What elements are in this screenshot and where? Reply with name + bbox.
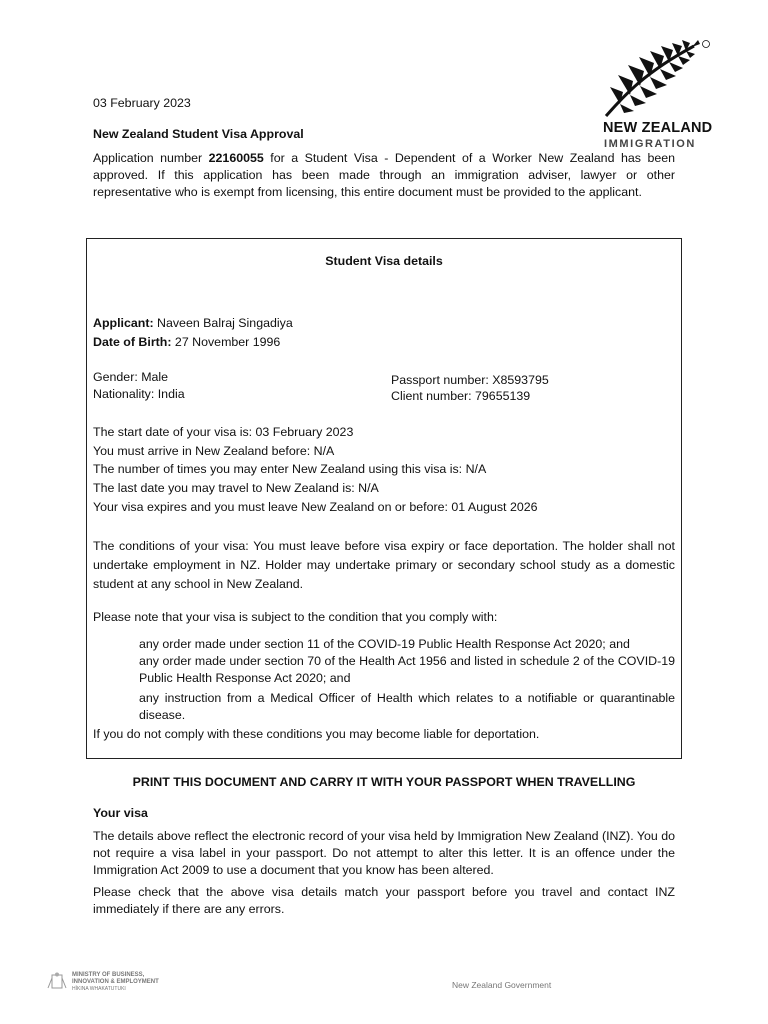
expiry: Your visa expires and you must leave New Zealand on or before: 01 August 2026 bbox=[93, 500, 538, 514]
application-number: 22160055 bbox=[208, 151, 264, 165]
brand-name: NEW ZEALAND bbox=[603, 120, 713, 136]
last-travel: The last date you may travel to New Zealand is: N/A bbox=[93, 481, 379, 495]
condition-2: any order made under section 70 of the Health Act 1956 and listed in schedule 2 of the COVID-19 Public Health Response Act 2020; and bbox=[139, 654, 675, 685]
nationality: Nationality: India bbox=[93, 387, 185, 401]
your-visa-para1: The details above reflect the electronic record of your visa held by Immigration New Zealand (INZ). You do not require a visa label in your passport. Do not attempt to alter this letter. It is an offence under the Immigration Act 2009 to use a document that you know has been altered. bbox=[93, 829, 675, 877]
start-date: The start date of your visa is: 03 February 2023 bbox=[93, 425, 354, 439]
govt-logo-text: New Zealand Government bbox=[452, 980, 552, 990]
brand-subtitle: IMMIGRATION bbox=[604, 138, 696, 150]
gender: Gender: Male bbox=[93, 370, 169, 384]
print-notice: PRINT THIS DOCUMENT AND CARRY IT WITH YOUR PASSPORT WHEN TRAVELLING bbox=[132, 775, 636, 789]
ministry-line-3: HĪKINA WHAKATUTUKI bbox=[72, 986, 126, 992]
compliance-note: Please note that your visa is subject to the condition that you comply with: bbox=[93, 610, 498, 624]
applicant-value: Naveen Balraj Singadiya bbox=[153, 316, 293, 330]
intro-paragraph bbox=[93, 150, 675, 201]
silver-fern-logo bbox=[602, 38, 712, 120]
entries: The number of times you may enter New Zealand using this visa is: N/A bbox=[93, 462, 487, 476]
details-heading: Student Visa details bbox=[325, 254, 443, 268]
intro-prefix: Application number bbox=[93, 151, 209, 165]
dob-label: Date of Birth: bbox=[93, 335, 172, 349]
applicant-line bbox=[93, 315, 293, 332]
ministry-logo-text bbox=[72, 972, 159, 993]
client-number: Client number: 79655139 bbox=[391, 389, 531, 403]
letter-title: New Zealand Student Visa Approval bbox=[93, 127, 304, 141]
noncompliance-warning: If you do not comply with these conditions you may become liable for deportation. bbox=[93, 727, 540, 741]
visa-conditions: The conditions of your visa: You must leave before visa expiry or face deportation. The holder shall not undertake employment in NZ. Holder may undertake primary or secondary school study as a domestic student at any school in New Zealand. bbox=[93, 539, 675, 591]
coat-of-arms-icon bbox=[46, 972, 68, 992]
condition-3: any instruction from a Medical Officer of Health which relates to a notifiable or quarantinable disease. bbox=[139, 691, 675, 722]
dob-value: 27 November 1996 bbox=[171, 335, 281, 349]
letter-date: 03 February 2023 bbox=[93, 96, 191, 110]
your-visa-heading: Your visa bbox=[93, 806, 148, 820]
arrive-before: You must arrive in New Zealand before: N/A bbox=[93, 444, 335, 458]
ministry-line-2: INNOVATION & EMPLOYMENT bbox=[72, 979, 159, 985]
intro-rest: for a Student Visa - Dependent of a Worker New Zealand has been approved. If this application has been made through an immigration adviser, lawyer or other representative who is exempt from licensing, this entire document must be provided to the applicant. bbox=[93, 151, 676, 199]
ministry-line-1: MINISTRY OF BUSINESS, bbox=[72, 972, 145, 978]
passport-number: Passport number: X8593795 bbox=[391, 373, 549, 387]
applicant-label: Applicant: bbox=[93, 316, 154, 330]
your-visa-para2: Please check that the above visa details match your passport before you travel and contact INZ immediately if there are any errors. bbox=[93, 885, 675, 916]
condition-1: any order made under section 11 of the COVID-19 Public Health Response Act 2020; and bbox=[139, 637, 630, 651]
dob-line bbox=[93, 334, 280, 351]
